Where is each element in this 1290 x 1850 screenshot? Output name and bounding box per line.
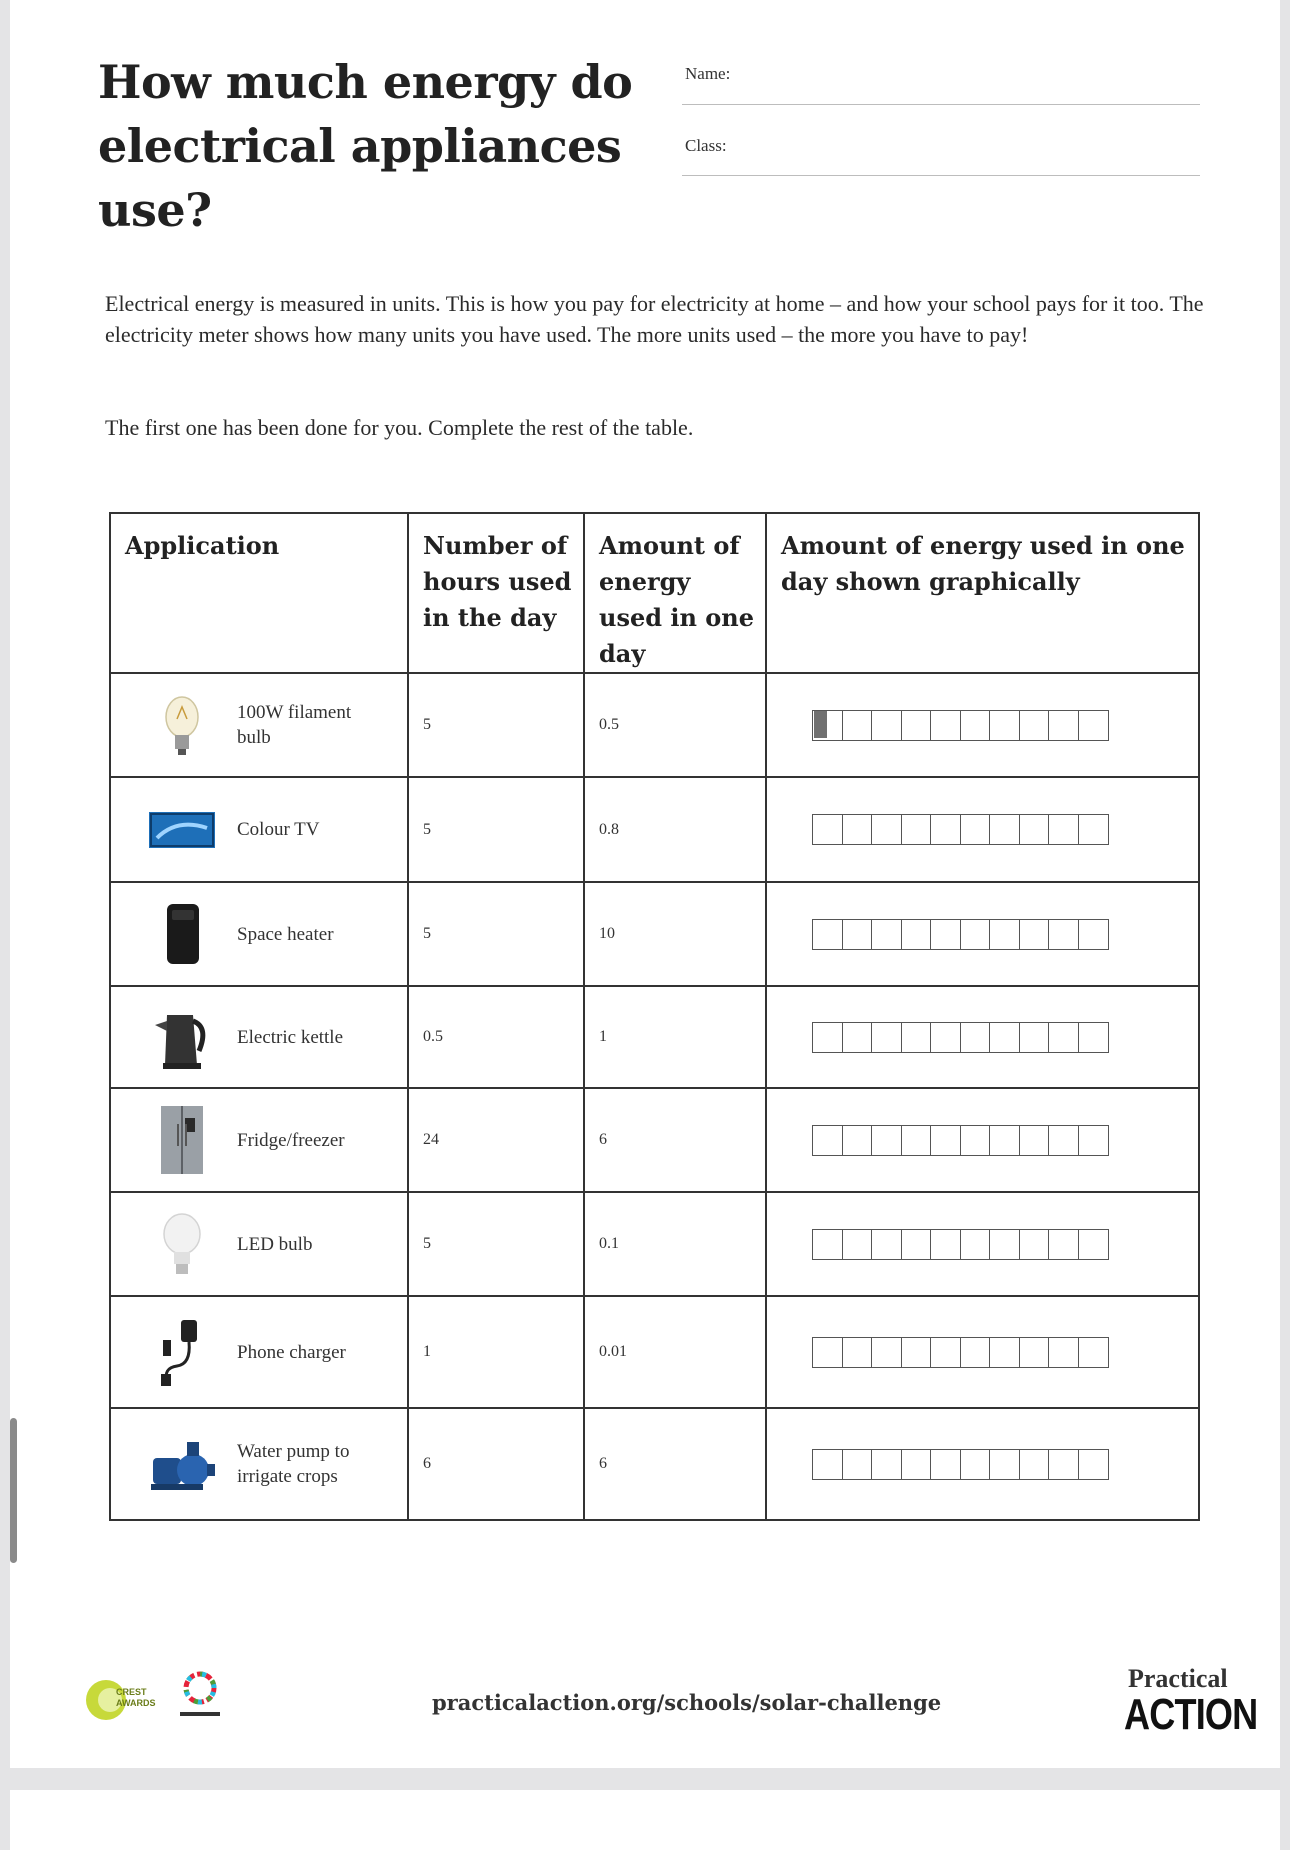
kettle-icon bbox=[147, 1001, 217, 1073]
graph-box[interactable] bbox=[1019, 1229, 1050, 1260]
graph-box[interactable] bbox=[871, 814, 902, 845]
graph-box[interactable] bbox=[1019, 1337, 1050, 1368]
intro-paragraph: Electrical energy is measured in units. This is how you pay for electricity at home – and how your school pays for it too. The electricity meter shows how many units you have used. The more units used – the more you have to pay! bbox=[105, 291, 1204, 347]
worksheet-page bbox=[10, 0, 1280, 1768]
cell-hours: 5 bbox=[408, 777, 584, 882]
graph-box[interactable] bbox=[871, 1337, 902, 1368]
table-row bbox=[110, 1296, 1199, 1408]
graph-box[interactable] bbox=[989, 710, 1020, 741]
cell-energy: 6 bbox=[584, 1408, 766, 1520]
graph-box[interactable] bbox=[930, 1125, 961, 1156]
cell-hours: 6 bbox=[408, 1408, 584, 1520]
table-row bbox=[110, 882, 1199, 986]
graph-box[interactable] bbox=[960, 814, 991, 845]
graph-box[interactable] bbox=[812, 1125, 843, 1156]
filament-bulb-icon bbox=[147, 689, 217, 761]
graph-box[interactable] bbox=[842, 1229, 873, 1260]
cell-hours: 5 bbox=[408, 1192, 584, 1296]
graph-box[interactable] bbox=[842, 1125, 873, 1156]
graph-box[interactable] bbox=[930, 1022, 961, 1053]
cell-energy: 1 bbox=[584, 986, 766, 1088]
graph-box[interactable] bbox=[1078, 710, 1109, 741]
header-application: Application bbox=[110, 513, 408, 673]
graph-box[interactable] bbox=[989, 1337, 1020, 1368]
cell-hours: 5 bbox=[408, 673, 584, 777]
cell-application bbox=[110, 673, 408, 777]
graph-box[interactable] bbox=[901, 1229, 932, 1260]
table-row bbox=[110, 673, 1199, 777]
svg-text:CREST: CREST bbox=[116, 1687, 147, 1697]
graph-box[interactable] bbox=[930, 1229, 961, 1260]
graph-box[interactable] bbox=[960, 1022, 991, 1053]
cell-graph bbox=[766, 777, 1199, 882]
practical-action-logo-line1: Practical bbox=[1128, 1664, 1228, 1693]
cell-energy: 0.01 bbox=[584, 1296, 766, 1408]
cell-graph bbox=[766, 882, 1199, 986]
graph-box[interactable] bbox=[930, 1449, 961, 1480]
led-bulb-icon bbox=[147, 1208, 217, 1280]
appliance-name: Fridge/freezer bbox=[237, 1129, 345, 1151]
phone-charger-icon bbox=[147, 1316, 217, 1388]
graph-box[interactable] bbox=[1019, 1449, 1050, 1480]
tv-icon bbox=[147, 794, 217, 866]
appliance-name: Phone charger bbox=[237, 1341, 346, 1363]
space-heater-icon bbox=[147, 898, 217, 970]
graph-box[interactable] bbox=[871, 1449, 902, 1480]
table-row bbox=[110, 1192, 1199, 1296]
class-label: Class: bbox=[685, 136, 727, 155]
graph-box[interactable] bbox=[901, 1337, 932, 1368]
cell-application bbox=[110, 1296, 408, 1408]
cell-graph bbox=[766, 1192, 1199, 1296]
graph-box[interactable] bbox=[960, 919, 991, 950]
graph-box[interactable] bbox=[930, 1337, 961, 1368]
cell-application bbox=[110, 882, 408, 986]
cell-graph bbox=[766, 1088, 1199, 1192]
graph-box[interactable] bbox=[842, 1449, 873, 1480]
cell-application bbox=[110, 986, 408, 1088]
graph-box[interactable] bbox=[989, 1125, 1020, 1156]
energy-graph-boxes bbox=[812, 1125, 1198, 1156]
graph-box[interactable] bbox=[1078, 1022, 1109, 1053]
table-row bbox=[110, 1408, 1199, 1520]
cell-application bbox=[110, 777, 408, 882]
table-row bbox=[110, 986, 1199, 1088]
graph-box[interactable] bbox=[989, 919, 1020, 950]
instruction-paragraph: The first one has been done for you. Complete the rest of the table. bbox=[105, 415, 694, 440]
cell-hours: 0.5 bbox=[408, 986, 584, 1088]
energy-graph-boxes bbox=[812, 1449, 1198, 1480]
graph-box[interactable] bbox=[989, 814, 1020, 845]
cell-energy: 6 bbox=[584, 1088, 766, 1192]
header-energy: Amount of energy used in one day bbox=[584, 513, 766, 673]
graph-box[interactable] bbox=[812, 919, 843, 950]
crest-awards-logo bbox=[80, 1668, 240, 1734]
graph-box[interactable] bbox=[901, 1022, 932, 1053]
graph-box[interactable] bbox=[1048, 919, 1079, 950]
graph-box[interactable] bbox=[1078, 1337, 1109, 1368]
graph-box[interactable] bbox=[842, 814, 873, 845]
next-page-edge bbox=[10, 1790, 1280, 1850]
graph-box[interactable] bbox=[1048, 1337, 1079, 1368]
graph-box[interactable] bbox=[960, 1229, 991, 1260]
graph-box[interactable] bbox=[960, 1449, 991, 1480]
graph-box[interactable] bbox=[812, 710, 843, 741]
graph-box[interactable] bbox=[1078, 919, 1109, 950]
graph-box[interactable] bbox=[901, 1449, 932, 1480]
appliance-name: Colour TV bbox=[237, 819, 320, 840]
appliance-name: LED bulb bbox=[237, 1233, 313, 1255]
cell-hours: 24 bbox=[408, 1088, 584, 1192]
energy-graph-boxes bbox=[812, 1022, 1198, 1053]
cell-graph bbox=[766, 1408, 1199, 1520]
graph-box[interactable] bbox=[1078, 1229, 1109, 1260]
graph-box[interactable] bbox=[842, 710, 873, 741]
energy-graph-boxes bbox=[812, 1337, 1198, 1368]
graph-box[interactable] bbox=[812, 1449, 843, 1480]
header-graph: Amount of energy used in one day shown graphically bbox=[766, 513, 1199, 673]
cell-graph bbox=[766, 1296, 1199, 1408]
graph-box[interactable] bbox=[812, 814, 843, 845]
fridge-icon bbox=[147, 1104, 217, 1176]
graph-box[interactable] bbox=[871, 1125, 902, 1156]
graph-box[interactable] bbox=[1048, 710, 1079, 741]
graph-box[interactable] bbox=[901, 1125, 932, 1156]
appliance-name: Water pump to irrigate crops bbox=[237, 1441, 350, 1487]
graph-box[interactable] bbox=[871, 1022, 902, 1053]
graph-box[interactable] bbox=[812, 1337, 843, 1368]
energy-graph-boxes bbox=[812, 1229, 1198, 1260]
graph-box[interactable] bbox=[1019, 919, 1050, 950]
graph-box[interactable] bbox=[1048, 814, 1079, 845]
water-pump-icon bbox=[147, 1428, 217, 1500]
graph-box[interactable] bbox=[989, 1022, 1020, 1053]
cell-graph bbox=[766, 986, 1199, 1088]
graph-box[interactable] bbox=[1048, 1022, 1079, 1053]
cell-hours: 5 bbox=[408, 882, 584, 986]
page-title: How much energy do electrical appliances use? bbox=[98, 55, 633, 237]
graph-box[interactable] bbox=[1048, 1229, 1079, 1260]
graph-box[interactable] bbox=[842, 1022, 873, 1053]
name-field-line bbox=[682, 104, 1200, 105]
cell-application bbox=[110, 1408, 408, 1520]
graph-box[interactable] bbox=[989, 1449, 1020, 1480]
graph-box[interactable] bbox=[930, 710, 961, 741]
scrollbar-thumb[interactable] bbox=[10, 1418, 17, 1563]
graph-box[interactable] bbox=[842, 919, 873, 950]
graph-box[interactable] bbox=[960, 1337, 991, 1368]
cell-energy: 10 bbox=[584, 882, 766, 986]
graph-box[interactable] bbox=[1019, 710, 1050, 741]
graph-box[interactable] bbox=[1078, 814, 1109, 845]
graph-box[interactable] bbox=[930, 919, 961, 950]
practical-action-logo-line2: ACTION bbox=[1124, 1690, 1258, 1739]
graph-box[interactable] bbox=[901, 710, 932, 741]
graph-box[interactable] bbox=[960, 710, 991, 741]
name-label: Name: bbox=[685, 64, 731, 83]
header-hours: Number of hours used in the day bbox=[408, 513, 584, 673]
appliance-name: Electric kettle bbox=[237, 1026, 344, 1048]
graph-box[interactable] bbox=[871, 1229, 902, 1260]
graph-box[interactable] bbox=[960, 1125, 991, 1156]
graph-box[interactable] bbox=[1019, 1125, 1050, 1156]
cell-application bbox=[110, 1088, 408, 1192]
appliance-name: Space heater bbox=[237, 923, 334, 945]
cell-energy: 0.8 bbox=[584, 777, 766, 882]
table-row bbox=[110, 1088, 1199, 1192]
global-goals-icon bbox=[186, 1674, 214, 1702]
energy-graph-boxes bbox=[812, 710, 1198, 741]
graph-box[interactable] bbox=[930, 814, 961, 845]
graph-box[interactable] bbox=[989, 1229, 1020, 1260]
graph-box[interactable] bbox=[812, 1229, 843, 1260]
graph-box[interactable] bbox=[1019, 1022, 1050, 1053]
table-header-row bbox=[110, 513, 1199, 673]
cell-energy: 0.5 bbox=[584, 673, 766, 777]
graph-box[interactable] bbox=[812, 1022, 843, 1053]
cell-graph bbox=[766, 673, 1199, 777]
graph-box[interactable] bbox=[1078, 1449, 1109, 1480]
graph-box[interactable] bbox=[1019, 814, 1050, 845]
graph-box[interactable] bbox=[871, 710, 902, 741]
graph-box[interactable] bbox=[1048, 1125, 1079, 1156]
graph-box[interactable] bbox=[901, 919, 932, 950]
energy-table bbox=[109, 512, 1200, 1521]
class-field-line bbox=[682, 175, 1200, 176]
graph-box[interactable] bbox=[842, 1337, 873, 1368]
graph-box[interactable] bbox=[871, 919, 902, 950]
svg-text:AWARDS: AWARDS bbox=[116, 1698, 156, 1708]
energy-graph-boxes bbox=[812, 919, 1198, 950]
table-row bbox=[110, 777, 1199, 882]
graph-box[interactable] bbox=[1078, 1125, 1109, 1156]
cell-energy: 0.1 bbox=[584, 1192, 766, 1296]
graph-box[interactable] bbox=[901, 814, 932, 845]
energy-graph-boxes bbox=[812, 814, 1198, 845]
cell-hours: 1 bbox=[408, 1296, 584, 1408]
cell-application bbox=[110, 1192, 408, 1296]
graph-box[interactable] bbox=[1048, 1449, 1079, 1480]
appliance-name: 100W filament bulb bbox=[237, 702, 352, 748]
footer-url: practicalaction.org/schools/solar-challenge bbox=[432, 1690, 942, 1715]
